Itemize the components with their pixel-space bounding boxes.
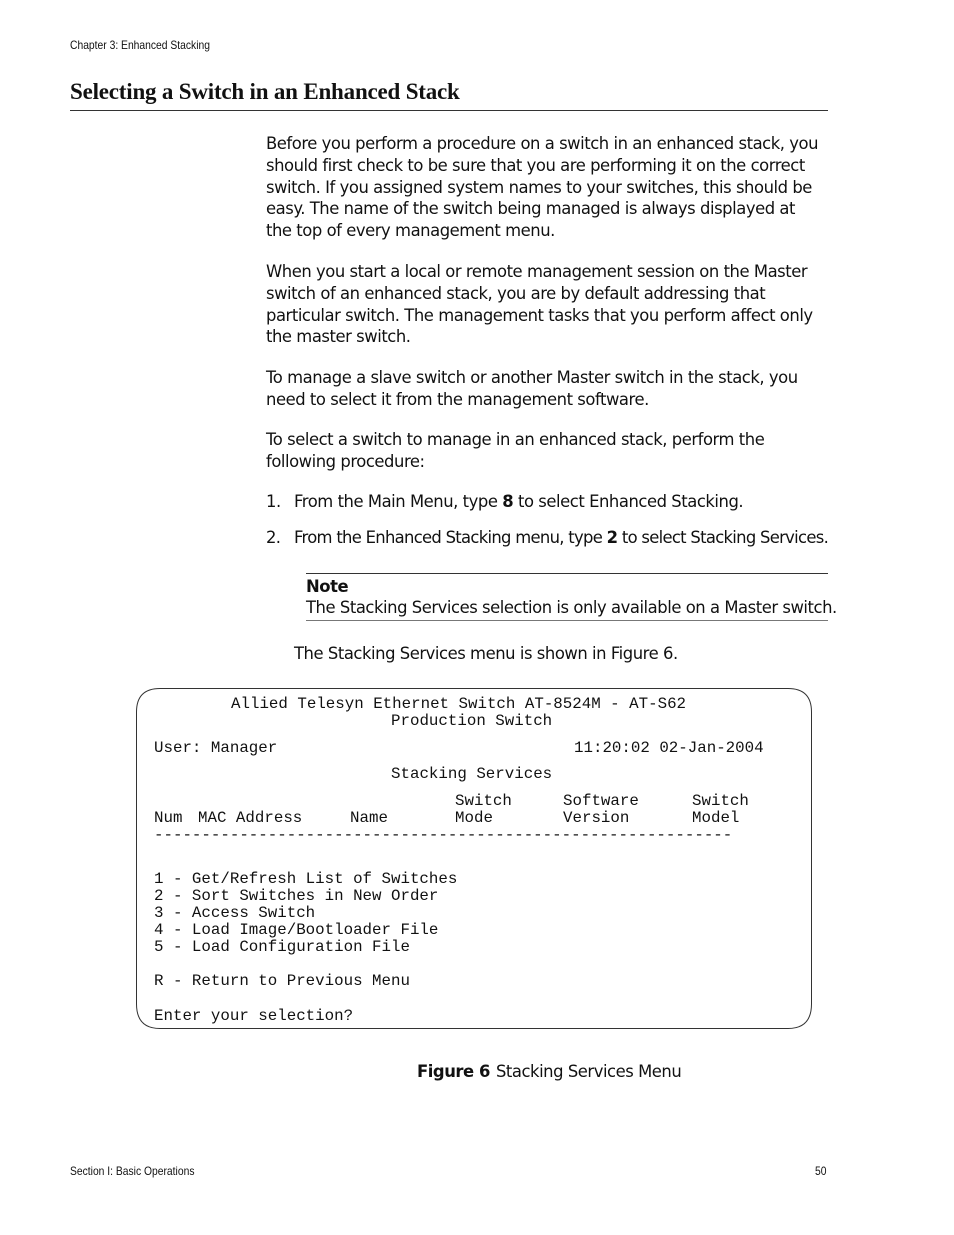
screen-user: User: Manager: [154, 739, 278, 757]
note-title: Note: [306, 577, 349, 596]
paragraph-2: When you start a local or remote management session on the Master switch of an enhanced stack, you are by default addressing that particular switch. The management tasks that you perform affect only the master switch.: [266, 262, 813, 347]
menu-option-3: 3 - Access Switch: [154, 904, 316, 922]
menu-option-5: 5 - Load Configuration File: [154, 938, 410, 956]
step-number: 1.: [266, 492, 281, 511]
figure-caption: [417, 1061, 681, 1083]
col-header-version-2: Version: [563, 809, 630, 827]
figure-caption-text: Stacking Services Menu: [495, 1062, 682, 1081]
col-header-model-2: Model: [692, 809, 740, 827]
figure-label: Figure 6: [417, 1062, 490, 1081]
col-header-mac: MAC Address: [198, 809, 303, 827]
screen-prompt: Enter your selection?: [154, 1007, 354, 1025]
paragraph-1: Before you perform a procedure on a switch in an enhanced stack, you should first check to be sure that you are performing it on the correct switch. If you assigned system names to your switches, this should be easy. The name of the switch being managed is always displayed at the top of every management menu.: [266, 134, 819, 241]
menu-option-4: 4 - Load Image/Bootloader File: [154, 921, 439, 939]
step-number: 2.: [266, 528, 281, 547]
paragraph-3: To manage a slave switch or another Master switch in the stack, you need to select it from the management software.: [266, 368, 798, 409]
figure-intro: The Stacking Services menu is shown in Figure 6.: [294, 644, 678, 663]
screen-title-line2: Production Switch: [391, 712, 553, 730]
running-footer: Section I: Basic Operations: [70, 1164, 195, 1178]
screen-datetime: 11:20:02 02-Jan-2004: [574, 739, 764, 757]
step-text: From the Main Menu, type 8 to select Enhanced Stacking.: [294, 492, 744, 511]
terminal-screen: [136, 688, 812, 1029]
title-rule: [70, 110, 828, 111]
step-key: 8: [502, 492, 514, 511]
section-title: Selecting a Switch in an Enhanced Stack: [70, 79, 460, 104]
screen-title-line1: Allied Telesyn Ethernet Switch AT-8524M - AT-S62: [231, 695, 687, 713]
col-header-num: Num: [154, 809, 183, 827]
running-header: Chapter 3: Enhanced Stacking: [70, 38, 210, 52]
col-header-mode-1: Switch: [455, 792, 512, 810]
step-key: 2: [606, 528, 618, 547]
column-separator: -------------------------------------------------------------: [154, 826, 733, 844]
note-text: The Stacking Services selection is only available on a Master switch.: [306, 598, 837, 617]
menu-option-1: 1 - Get/Refresh List of Switches: [154, 870, 458, 888]
paragraph-4: To select a switch to manage in an enhanced stack, perform the following procedure:: [266, 430, 765, 471]
col-header-version-1: Software: [563, 792, 639, 810]
menu-option-2: 2 - Sort Switches in New Order: [154, 887, 439, 905]
col-header-mode-2: Mode: [455, 809, 493, 827]
menu-option-return: R - Return to Previous Menu: [154, 972, 410, 990]
note-box: [306, 573, 837, 621]
col-header-model-1: Switch: [692, 792, 749, 810]
col-header-name: Name: [350, 809, 388, 827]
screen-menu-title: Stacking Services: [391, 765, 553, 783]
page-number: 50: [815, 1164, 827, 1178]
step-text: From the Enhanced Stacking menu, type 2 to select Stacking Services.: [294, 528, 829, 547]
